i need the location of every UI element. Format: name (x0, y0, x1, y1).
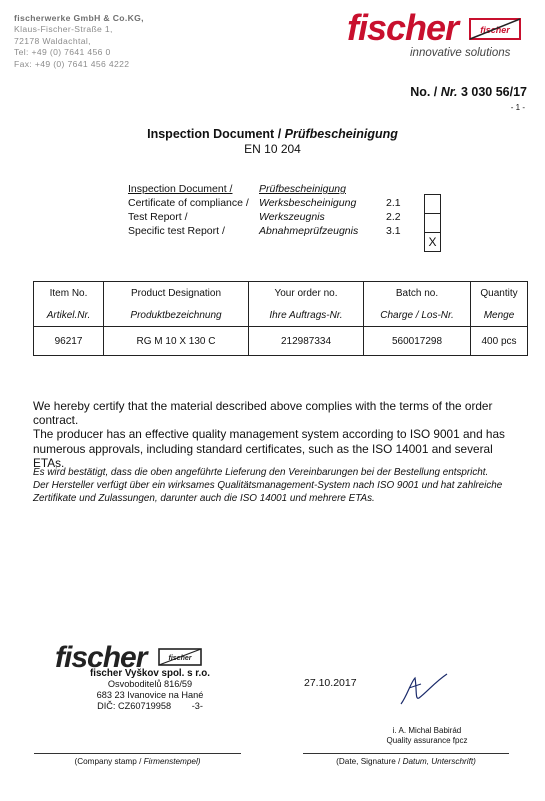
items-table (33, 281, 528, 356)
company-address (14, 13, 144, 70)
handwritten-signature (395, 668, 465, 708)
col-order: Your order no. (249, 282, 364, 305)
cert-row-code: 2.2 (386, 211, 401, 223)
document-number (410, 85, 527, 99)
cert-row-de: Werkszeugnis (259, 211, 325, 223)
col-product: Product Designation (104, 282, 249, 305)
col-batch-de: Charge / Los-Nr. (364, 304, 471, 327)
statement-de-p2: Der Hersteller verfügt über ein wirksames Qualitätsmanagement-System nach ISO 9001 und hat zahlreiche Zertifikate und Zulassungen, darunter auch die ISO 14001 und mehrere ETAs. (33, 480, 503, 504)
company-name: fischerwerke GmbH & Co.KG, (14, 13, 144, 23)
signature-line (303, 753, 509, 754)
document-title (0, 127, 545, 141)
doc-number-label-de: Nr. (440, 85, 458, 99)
stamp-dic: DIČ: CZ60719958 (97, 701, 172, 711)
col-qty: Quantity (471, 282, 528, 305)
col-order-de: Ihre Auftrags-Nr. (249, 304, 364, 327)
title-en: Inspection Document / (147, 127, 282, 141)
checkbox-2-1 (424, 194, 441, 214)
title-de: Prüfbescheinigung (284, 127, 398, 141)
cert-row (128, 196, 428, 210)
cert-row (128, 224, 428, 238)
cert-row-code: 3.1 (386, 225, 401, 237)
statement-en (33, 399, 523, 470)
company-street: Klaus-Fischer-Straße 1, (14, 24, 113, 35)
table-header-de (34, 304, 528, 327)
col-qty-de: Menge (471, 304, 528, 327)
logo-wordmark: fischer (347, 7, 459, 48)
col-item: Item No. (34, 282, 104, 305)
caption-signature-de: Datum, Unterschrift) (402, 757, 476, 766)
fischer-logo (347, 7, 458, 49)
stamp-street: Osvoboditelů 816/59 (107, 679, 193, 689)
items-table-wrap (33, 281, 528, 356)
stamp-badge-icon (158, 648, 204, 668)
cell-product: RG M 10 X 130 C (104, 327, 249, 356)
cell-item: 96217 (34, 327, 104, 356)
cell-order: 212987334 (249, 327, 364, 356)
signer (372, 726, 482, 745)
statement-en-p2: The producer has an effective quality management system according to ISO 9001 and has numerous approvals, including standard certificates, such as the ISO 14001 and several ETAs. (33, 427, 505, 470)
tagline: innovative solutions (410, 47, 511, 59)
col-product-de: Produktbezeichnung (104, 304, 249, 327)
company-tel: Tel: +49 (0) 7641 456 0 (14, 47, 111, 58)
certificate-types (128, 182, 428, 238)
col-item-de: Artikel.Nr. (34, 304, 104, 327)
stamp-dic-line (70, 701, 230, 712)
stamp-line (34, 753, 241, 754)
stamp-name: fischer Vyškov spol. s r.o. (90, 668, 210, 679)
caption-signature-en: (Date, Signature / (336, 757, 401, 766)
signer-name: i. A. Michal Babirád (392, 726, 462, 735)
cert-row-en: Certificate of compliance / (128, 197, 249, 209)
checkbox-2-2 (424, 214, 441, 233)
signature-date: 27.10.2017 (304, 677, 357, 689)
cert-row-code: 2.1 (386, 197, 401, 209)
cert-header-en: Inspection Document / (128, 183, 233, 195)
statement-de (33, 466, 523, 505)
company-stamp (70, 668, 230, 712)
doc-number-value: 3 030 56/17 (460, 85, 527, 99)
cert-row-en: Test Report / (128, 211, 188, 223)
cert-row (128, 210, 428, 224)
company-city: 72178 Waldachtal, (14, 35, 91, 46)
standard: EN 10 204 (244, 142, 301, 156)
table-header-en (34, 282, 528, 305)
stamp-badge-text: fischer (168, 655, 192, 662)
cert-header-de: Prüfbescheinigung (259, 183, 346, 195)
cert-row-de: Abnahmeprüfzeugnis (259, 225, 359, 237)
col-batch: Batch no. (364, 282, 471, 305)
cert-row-de: Werksbescheinigung (259, 197, 357, 209)
fischer-badge-icon (469, 17, 521, 43)
stamp-num: -3- (191, 701, 203, 711)
stamp-city: 683 23 Ivanovice na Hané (96, 690, 204, 700)
cell-qty: 400 pcs (471, 327, 528, 356)
caption-stamp (34, 757, 241, 766)
company-fax: Fax: +49 (0) 7641 456 4222 (14, 58, 130, 69)
doc-number-label: No. / (410, 85, 438, 99)
cert-row-en: Specific test Report / (128, 225, 225, 237)
statement-de-p1: Es wird bestätigt, dass die oben angeführte Lieferung den Vereinbarungen bei der Bestellung entspricht. (33, 467, 489, 478)
cert-checkboxes (424, 194, 441, 252)
badge-text: fischer (480, 25, 510, 35)
page-number: - 1 - (510, 103, 525, 112)
stamp-wordmark: fischer (55, 641, 147, 674)
statement-en-p1: We hereby certify that the material described above complies with the terms of the order contract. (33, 399, 493, 428)
checkbox-3-1: X (424, 233, 441, 252)
caption-signature (303, 757, 509, 766)
caption-stamp-de: Firmenstempel) (143, 757, 201, 766)
caption-stamp-en: (Company stamp / (74, 757, 142, 766)
table-row (34, 327, 528, 356)
signer-role: Quality assurance fpcz (386, 735, 468, 745)
cell-batch: 560017298 (364, 327, 471, 356)
